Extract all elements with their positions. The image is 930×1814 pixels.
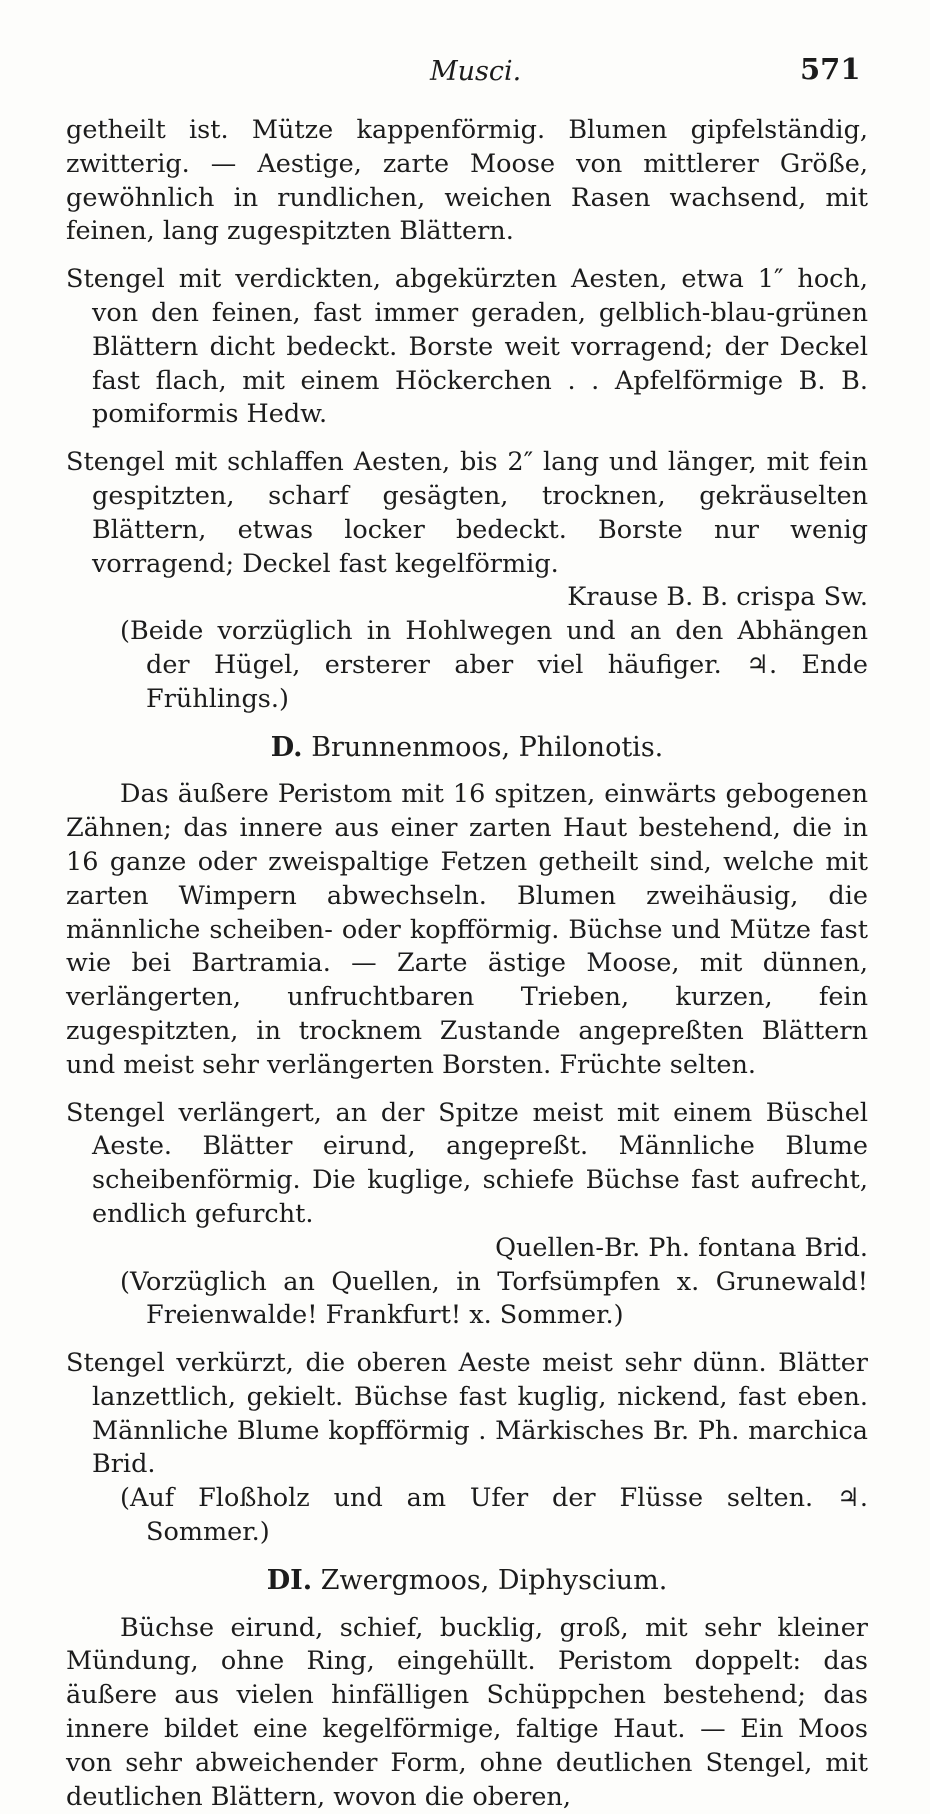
habitat-note-1: (Beide vorzüglich in Hohlwegen und an den Abhängen der Hügel, ersterer aber viel häufiger. ♃. Ende Frühlings.) <box>120 616 868 714</box>
section-number: DI. <box>266 1564 313 1596</box>
key-entry-pomiformis: Stengel mit verdickten, abgekürzten Aesten, etwa 1″ hoch, von den feinen, fast immer geraden, gelblich-blau-grünen Blättern dicht bedeckt. Borste weit vorragend; der Deckel fast flach, mit einem Höckerchen . . Apfelförmige B. B. pomiformis Hedw. <box>66 264 868 430</box>
species-name-fontana: Quellen-Br. Ph. fontana Brid. <box>495 1232 868 1263</box>
species-name-crispa: Krause B. B. crispa Sw. <box>567 582 868 613</box>
page-number: 571 <box>800 52 861 86</box>
section-title: Brunnenmoos, Philonotis. <box>311 731 664 763</box>
genus-description-diphyscium: Büchse eirund, schief, bucklig, groß, mit sehr kleiner Mündung, ohne Ring, eingehüllt. Peristom doppelt: das äußere aus vielen hinfälligen Schüppchen bestehend; das innere bildet eine kegelförmige, faltige Haut. — Ein Moos von sehr abweichender Form, ohne deutlichen Stengel, mit deutlichen Blättern, wovon die oberen, <box>66 1612 868 1812</box>
section-heading-philonotis <box>66 731 868 765</box>
continuation-paragraph: getheilt ist. Mütze kappenförmig. Blumen gipfelständig, zwitterig. — Aestige, zarte Moose von mittlerer Größe, gewöhnlich in rundlichen, weichen Rasen wachsend, mit feinen, lang zugespitzten Blättern. <box>66 115 868 247</box>
genus-description-philonotis: Das äußere Peristom mit 16 spitzen, einwärts gebogenen Zähnen; das innere aus einer zarten Haut bestehend, die in 16 ganze oder zweispaltige Fetzen getheilt sind, welche mit zarten Wimpern abwechseln. Blumen zweihäusig, die männliche scheiben- oder kopfförmig. Büchse und Mütze fast wie bei Bartramia. — Zarte ästige Moose, mit dünnen, verlängerten, unfruchtbaren Trieben, kurzen, fein zugespitzten, in trocknem Zustande angepreßten Blättern und meist sehr verlängerten Borsten. Früchte selten. <box>66 779 868 1080</box>
section-title: Zwergmoos, Diphyscium. <box>320 1564 668 1596</box>
running-title: Musci. <box>430 56 522 87</box>
section-heading-diphyscium <box>66 1564 868 1598</box>
habitat-note-2: (Vorzüglich an Quellen, in Torfsümpfen x. Grunewald! Freienwalde! Frankfurt! x. Sommer.) <box>120 1266 868 1331</box>
key-entry-fontana: Stengel verlängert, an der Spitze meist mit einem Büschel Aeste. Blätter eirund, angepreßt. Männliche Blume scheibenförmig. Die kuglige, schiefe Büchse fast aufrecht, endlich gefurcht. <box>66 1097 868 1229</box>
key-entry-marchica: Stengel verkürzt, die oberen Aeste meist sehr dünn. Blätter lanzettlich, gekielt. Büchse fast kuglig, nickend, fast eben. Männliche Blume kopfförmig . Märkisches Br. Ph. marchica Brid. <box>66 1348 868 1480</box>
section-number: D. <box>270 731 303 763</box>
key-entry-crispa: Stengel mit schlaffen Aesten, bis 2″ lang und länger, mit fein gespitzten, scharf gesägten, trocknen, gekräuselten Blättern, etwas locker bedeckt. Borste nur wenig vorragend; Deckel fast kegelförmig. <box>66 447 868 579</box>
running-header <box>0 52 930 92</box>
habitat-note-3: (Auf Floßholz und am Ufer der Flüsse selten. ♃. Sommer.) <box>120 1483 868 1548</box>
page-body <box>66 114 868 1814</box>
